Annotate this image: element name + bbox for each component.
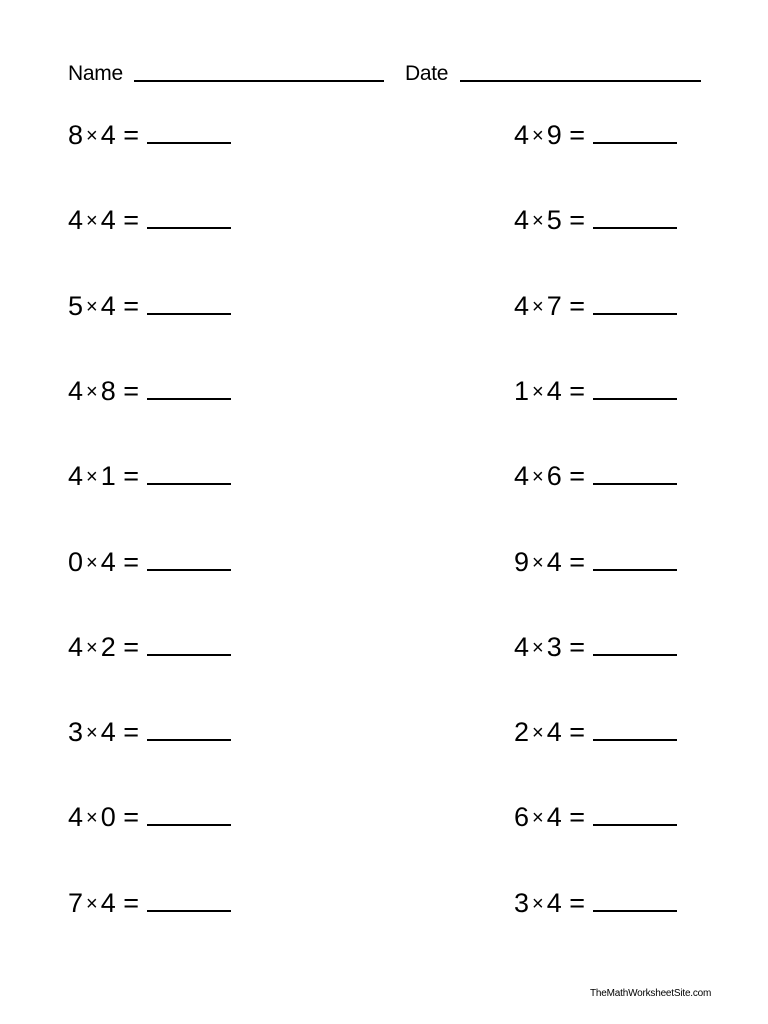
answer-blank[interactable]	[147, 630, 231, 656]
equals-sign: =	[569, 632, 586, 662]
problem-expression	[514, 715, 585, 752]
times-sign: ×	[86, 552, 98, 574]
equals-sign: =	[123, 120, 140, 150]
operand-b: 4	[100, 291, 116, 321]
problem-expression	[68, 715, 139, 752]
operand-a: 3	[514, 888, 530, 918]
problem-right-7	[514, 630, 677, 664]
problem-left-10	[68, 886, 231, 920]
times-sign: ×	[532, 381, 544, 403]
answer-blank[interactable]	[593, 886, 677, 912]
problem-expression	[68, 459, 139, 496]
operand-a: 4	[514, 291, 530, 321]
answer-blank[interactable]	[593, 203, 677, 229]
problem-right-3	[514, 289, 677, 323]
problem-right-1	[514, 118, 677, 152]
answer-blank[interactable]	[147, 715, 231, 741]
operand-b: 4	[546, 717, 562, 747]
times-sign: ×	[532, 893, 544, 915]
problem-expression	[68, 289, 139, 326]
problem-left-8	[68, 715, 231, 749]
answer-blank[interactable]	[147, 459, 231, 485]
problem-left-3	[68, 289, 231, 323]
answer-blank[interactable]	[593, 289, 677, 315]
answer-blank[interactable]	[593, 800, 677, 826]
operand-b: 3	[546, 632, 562, 662]
times-sign: ×	[532, 296, 544, 318]
problem-left-4	[68, 374, 231, 408]
answer-blank[interactable]	[593, 630, 677, 656]
problem-expression	[514, 203, 585, 240]
operand-a: 4	[68, 205, 84, 235]
problem-expression	[68, 630, 139, 667]
problem-expression	[514, 630, 585, 667]
operand-a: 6	[514, 802, 530, 832]
operand-b: 2	[100, 632, 116, 662]
operand-a: 4	[514, 120, 530, 150]
problem-expression	[514, 545, 585, 582]
equals-sign: =	[569, 888, 586, 918]
equals-sign: =	[569, 120, 586, 150]
equals-sign: =	[569, 376, 586, 406]
answer-blank[interactable]	[147, 545, 231, 571]
date-label: Date	[405, 62, 449, 85]
problem-expression	[514, 459, 585, 496]
equals-sign: =	[569, 291, 586, 321]
answer-blank[interactable]	[147, 374, 231, 400]
equals-sign: =	[569, 717, 586, 747]
answer-blank[interactable]	[593, 374, 677, 400]
equals-sign: =	[123, 632, 140, 662]
operand-a: 4	[514, 632, 530, 662]
problem-left-1	[68, 118, 231, 152]
times-sign: ×	[532, 552, 544, 574]
times-sign: ×	[532, 722, 544, 744]
answer-blank[interactable]	[593, 459, 677, 485]
times-sign: ×	[86, 125, 98, 147]
problem-right-9	[514, 800, 677, 834]
operand-b: 1	[100, 461, 116, 491]
operand-a: 4	[514, 205, 530, 235]
answer-blank[interactable]	[593, 118, 677, 144]
times-sign: ×	[86, 466, 98, 488]
times-sign: ×	[86, 807, 98, 829]
problem-right-2	[514, 203, 677, 237]
equals-sign: =	[569, 802, 586, 832]
equals-sign: =	[123, 461, 140, 491]
operand-a: 7	[68, 888, 84, 918]
answer-blank[interactable]	[593, 715, 677, 741]
operand-b: 9	[546, 120, 562, 150]
equals-sign: =	[123, 547, 140, 577]
answer-blank[interactable]	[147, 886, 231, 912]
problem-expression	[68, 800, 139, 837]
times-sign: ×	[532, 125, 544, 147]
problem-expression	[514, 374, 585, 411]
problem-left-6	[68, 545, 231, 579]
equals-sign: =	[123, 802, 140, 832]
equals-sign: =	[569, 205, 586, 235]
operand-b: 6	[546, 461, 562, 491]
times-sign: ×	[86, 722, 98, 744]
name-label: Name	[68, 62, 123, 85]
problem-expression	[514, 118, 585, 155]
operand-b: 4	[546, 547, 562, 577]
operand-a: 0	[68, 547, 84, 577]
operand-a: 1	[514, 376, 530, 406]
operand-a: 2	[514, 717, 530, 747]
problem-expression	[68, 374, 139, 411]
equals-sign: =	[569, 547, 586, 577]
operand-b: 4	[546, 888, 562, 918]
operand-a: 4	[68, 802, 84, 832]
equals-sign: =	[123, 888, 140, 918]
operand-a: 4	[68, 461, 84, 491]
operand-a: 4	[68, 376, 84, 406]
problem-expression	[68, 118, 139, 155]
times-sign: ×	[86, 637, 98, 659]
times-sign: ×	[86, 210, 98, 232]
problem-expression	[514, 886, 585, 923]
problem-right-10	[514, 886, 677, 920]
equals-sign: =	[123, 291, 140, 321]
problem-left-2	[68, 203, 231, 237]
site-credit: TheMathWorksheetSite.com	[590, 988, 712, 999]
operand-b: 8	[100, 376, 116, 406]
operand-b: 4	[546, 376, 562, 406]
times-sign: ×	[532, 637, 544, 659]
problem-right-4	[514, 374, 677, 408]
times-sign: ×	[532, 807, 544, 829]
problem-expression	[514, 800, 585, 837]
answer-blank[interactable]	[147, 118, 231, 144]
operand-a: 3	[68, 717, 84, 747]
times-sign: ×	[532, 466, 544, 488]
problem-expression	[68, 203, 139, 240]
equals-sign: =	[123, 717, 140, 747]
times-sign: ×	[86, 893, 98, 915]
operand-b: 4	[100, 120, 116, 150]
answer-blank[interactable]	[147, 203, 231, 229]
answer-blank[interactable]	[593, 545, 677, 571]
problem-expression	[68, 545, 139, 582]
operand-a: 9	[514, 547, 530, 577]
problem-right-5	[514, 459, 677, 493]
equals-sign: =	[123, 205, 140, 235]
problem-left-5	[68, 459, 231, 493]
operand-b: 4	[100, 717, 116, 747]
equals-sign: =	[569, 461, 586, 491]
operand-b: 5	[546, 205, 562, 235]
operand-a: 5	[68, 291, 84, 321]
problem-expression	[68, 886, 139, 923]
answer-blank[interactable]	[147, 289, 231, 315]
problem-expression	[514, 289, 585, 326]
problem-left-9	[68, 800, 231, 834]
problem-right-8	[514, 715, 677, 749]
problem-left-7	[68, 630, 231, 664]
operand-a: 4	[68, 632, 84, 662]
operand-b: 4	[100, 205, 116, 235]
times-sign: ×	[532, 210, 544, 232]
times-sign: ×	[86, 381, 98, 403]
problem-right-6	[514, 545, 677, 579]
operand-b: 4	[100, 547, 116, 577]
operand-a: 4	[514, 461, 530, 491]
equals-sign: =	[123, 376, 140, 406]
operand-b: 0	[100, 802, 116, 832]
operand-a: 8	[68, 120, 84, 150]
answer-blank[interactable]	[147, 800, 231, 826]
operand-b: 4	[546, 802, 562, 832]
times-sign: ×	[86, 296, 98, 318]
operand-b: 4	[100, 888, 116, 918]
operand-b: 7	[546, 291, 562, 321]
